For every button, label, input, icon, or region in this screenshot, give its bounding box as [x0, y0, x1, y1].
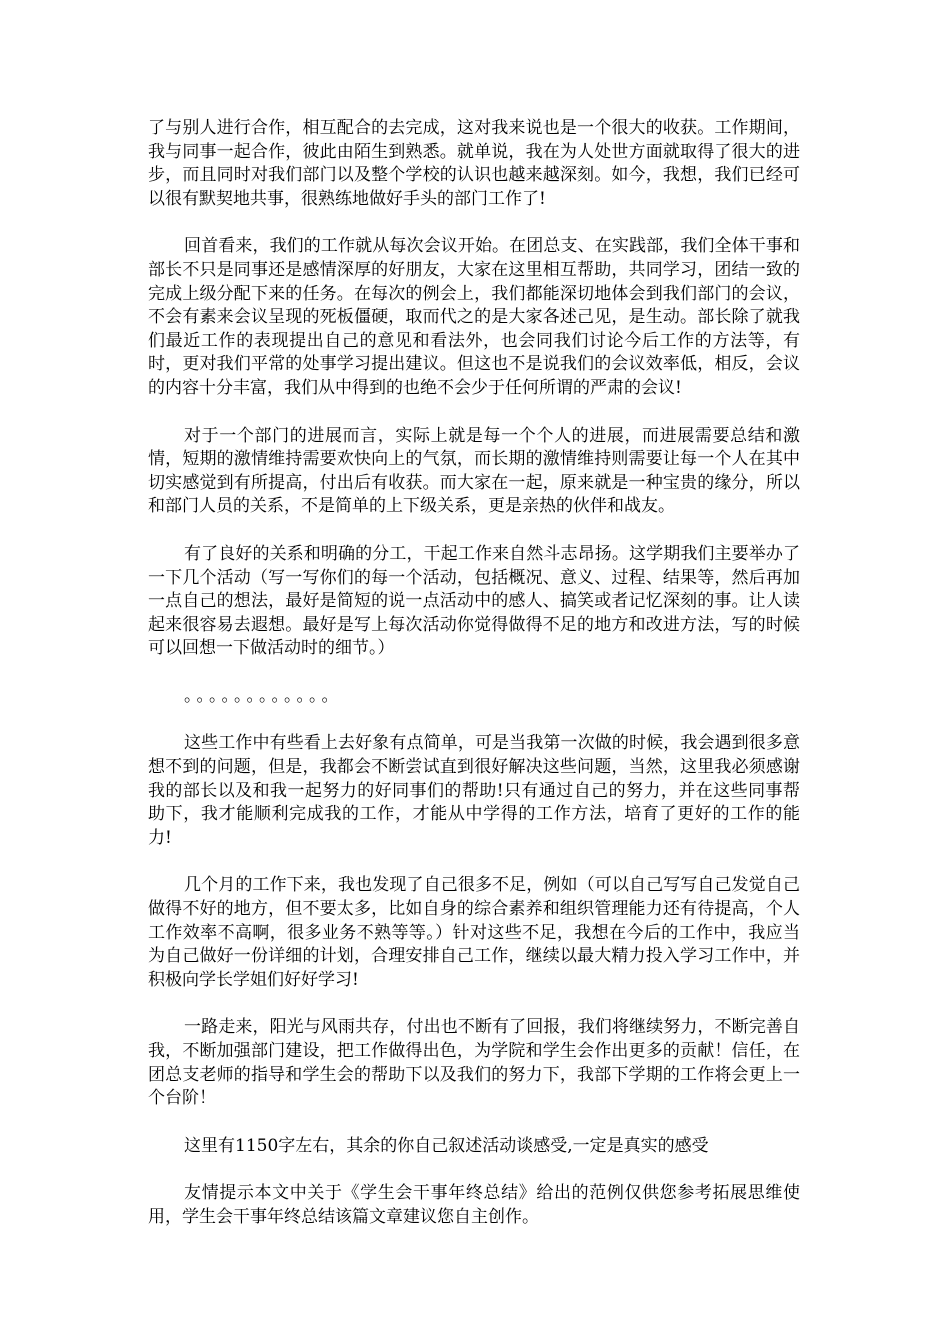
paragraph-6: 这些工作中有些看上去好象有点简单，可是当我第一次做的时候，我会遇到很多意想不到的问题，但是，我都会不断尝试直到很好解决这些问题，当然，这里我必须感谢我的部长以及和我一起努力的好同事们的帮助!只有通过自己的努力，并在这些同事帮助下，我才能顺利完成我的工作，才能从中学得的工作方法，培育了更好的工作的能力!: [148, 733, 800, 848]
paragraph-7: 几个月的工作下来，我也发现了自己很多不足，例如（可以自己写写自己发觉自己做得不好的地方，但不要太多，比如自身的综合素养和组织管理能力还有待提高，个人工作效率不高啊，很多业务不熟等等。）针对这些不足，我想在今后的工作中，我应当为自己做好一份详细的计划，合理安排自己工作，继续以最大精力投入学习工作中，并积极向学长学姐们好好学习!: [148, 875, 800, 990]
paragraph-9: 这里有1150字左右，其余的你自己叙述活动谈感受,一定是真实的感受: [184, 1135, 709, 1156]
paragraph-8: 一路走来，阳光与风雨共存，付出也不断有了回报，我们将继续努力，不断完善自我，不断加强部门建设，把工作做得出色，为学院和学生会作出更多的贡献！信任，在团总支老师的指导和学生会的帮助下以及我们的努力下，我部下学期的工作将会更上一个台阶！: [148, 1017, 800, 1109]
ellipsis-paragraph: 。。。。。。。。。。。。: [184, 685, 343, 706]
tip-paragraph: 友情提示本文中关于《学生会干事年终总结》给出的范例仅供您参考拓展思维使用，学生会干事年终总结该篇文章建议您自主创作。: [148, 1183, 800, 1227]
document-page: [148, 117, 800, 1254]
paragraph-1: 了与别人进行合作，相互配合的去完成，这对我来说也是一个很大的收获。工作期间，我与同事一起合作，彼此由陌生到熟悉。就单说，我在为人处世方面就取得了很大的进步，而且同时对我们部门以及整个学校的认识也越来越深刻。如今，我想，我们已经可以很有默契地共事，很熟练地做好手头的部门工作了!: [148, 118, 800, 209]
paragraph-4: 有了良好的关系和明确的分工，干起工作来自然斗志昂扬。这学期我们主要举办了一下几个活动（写一写你们的每一个活动，包括概况、意义、过程、结果等，然后再加一点自己的想法，最好是简短的说一点活动中的感人、搞笑或者记忆深刻的事。让人读起来很容易去遐想。最好是写上每次活动你觉得做得不足的地方和改进方法，写的时候可以回想一下做活动时的细节。）: [148, 543, 800, 659]
paragraph-3: 对于一个部门的进展而言，实际上就是每一个个人的进展，而进展需要总结和激情，短期的激情维持需要欢快向上的气氛，而长期的激情维持则需要让每一个人在其中切实感觉到有所提高，付出后有收获。而大家在一起，原来就是一种宝贵的缘分，所以和部门人员的关系，不是简单的上下级关系，更是亲热的伙伴和战友。: [148, 425, 800, 517]
paragraph-2: 回首看来，我们的工作就从每次会议开始。在团总支、在实践部，我们全体干事和部长不只是同事还是感情深厚的好朋友，大家在这里相互帮助，共同学习，团结一致的完成上级分配下来的任务。在每次的例会上，我们都能深切地体会到我们部门的会议，不会有素来会议呈现的死板僵硬，取而代之的是大家各述己见，是生动。部长除了就我们最近工作的表现提出自己的意见和看法外，也会同我们讨论今后工作的方法等，有时，更对我们平常的处事学习提出建议。但这也不是说我们的会议效率低，相反，会议的内容十分丰富，我们从中得到的也绝不会少于任何所谓的严肃的会议!: [148, 236, 800, 398]
